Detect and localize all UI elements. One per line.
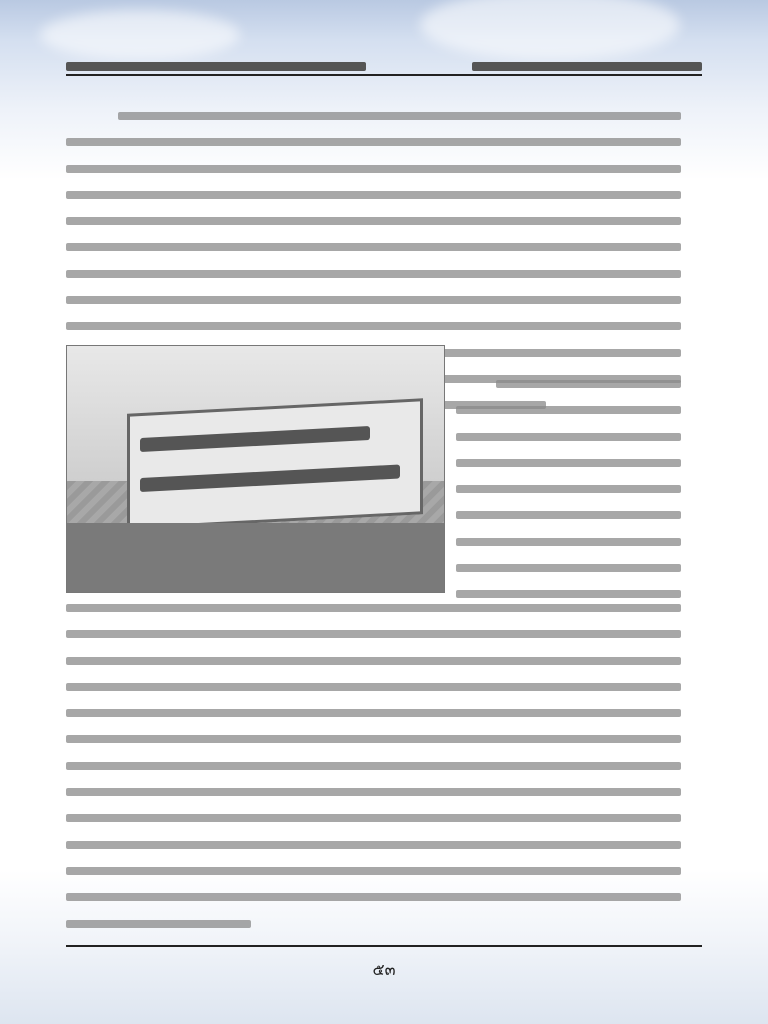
body-text-beside-photo <box>456 380 681 617</box>
header-divider <box>66 74 702 76</box>
header-right-title <box>472 60 702 72</box>
hospital-sign-photo <box>66 345 445 593</box>
body-text-lower <box>66 604 681 946</box>
hospital-sign <box>127 398 423 530</box>
header-left-title <box>66 60 366 72</box>
footer-divider <box>66 945 702 947</box>
cloud-decoration <box>420 0 680 60</box>
page-number: ๕๓ <box>372 960 396 979</box>
cloud-decoration <box>40 10 240 60</box>
